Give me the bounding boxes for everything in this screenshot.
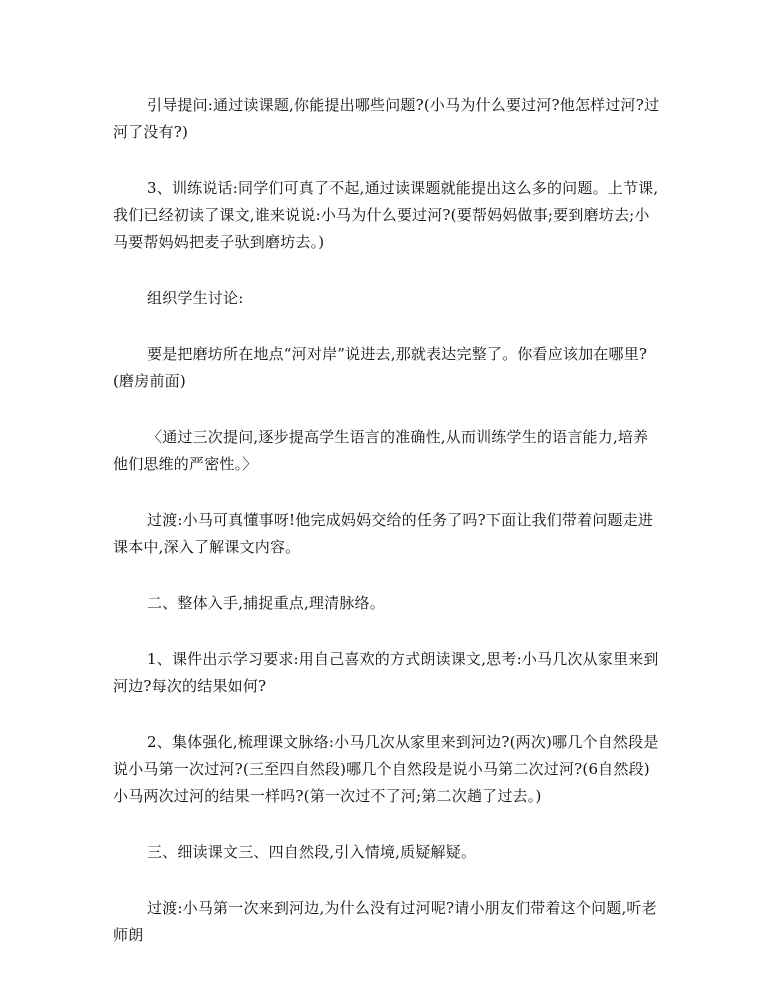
paragraph-river-bank: 要是把磨坊所在地点“河对岸”说进去,那就表达完整了。你看应该加在哪里?(磨房前面) bbox=[113, 345, 648, 390]
section-heading-2: 二、整体入手,捕捉重点,理清脉络。 bbox=[147, 594, 385, 612]
section-heading-3: 三、细读课文三、四自然段,引入情境,质疑解疑。 bbox=[147, 843, 477, 861]
paragraph-speaking-training: 3、训练说话:同学们可真了不起,通过读课题就能提出这么多的问题。上节课,我们已经初读了课文,谁来说说:小马为什么要过河?(要帮妈妈做事;要到磨坊去;小马要帮妈妈把麦子驮到磨坊去。) bbox=[113, 179, 659, 251]
document-body bbox=[113, 92, 661, 978]
paragraph-transition-2: 过渡:小马第一次来到河边,为什么没有过河呢?请小朋友们带着这个问题,听老师朗 bbox=[113, 899, 657, 944]
paragraph-text-structure: 2、集体强化,梳理课文脉络:小马几次从家里来到河边?(两次)哪几个自然段是说小马第一次过河?(三至四自然段)哪几个自然段是说小马第二次过河?(6自然段)小马两次过河的结果一样吗?(第一次过不了河;第二次趟了过去。) bbox=[113, 733, 659, 805]
paragraph-student-discussion: 组织学生讨论: bbox=[147, 289, 244, 307]
paragraph-transition-1: 过渡:小马可真懂事呀!他完成妈妈交给的任务了吗?下面让我们带着问题走进课本中,深入了解课文内容。 bbox=[113, 511, 654, 556]
paragraph-guiding-question: 引导提问:通过读课题,你能提出哪些问题?(小马为什么要过河?他怎样过河?过河了没有?) bbox=[113, 96, 660, 141]
paragraph-teaching-note: 〈通过三次提问,逐步提高学生语言的准确性,从而训练学生的语言能力,培养他们思维的严密性。〉 bbox=[113, 428, 649, 473]
paragraph-learning-requirement: 1、课件出示学习要求:用自己喜欢的方式朗读课文,思考:小马几次从家里来到河边?每次的结果如何? bbox=[113, 650, 659, 695]
